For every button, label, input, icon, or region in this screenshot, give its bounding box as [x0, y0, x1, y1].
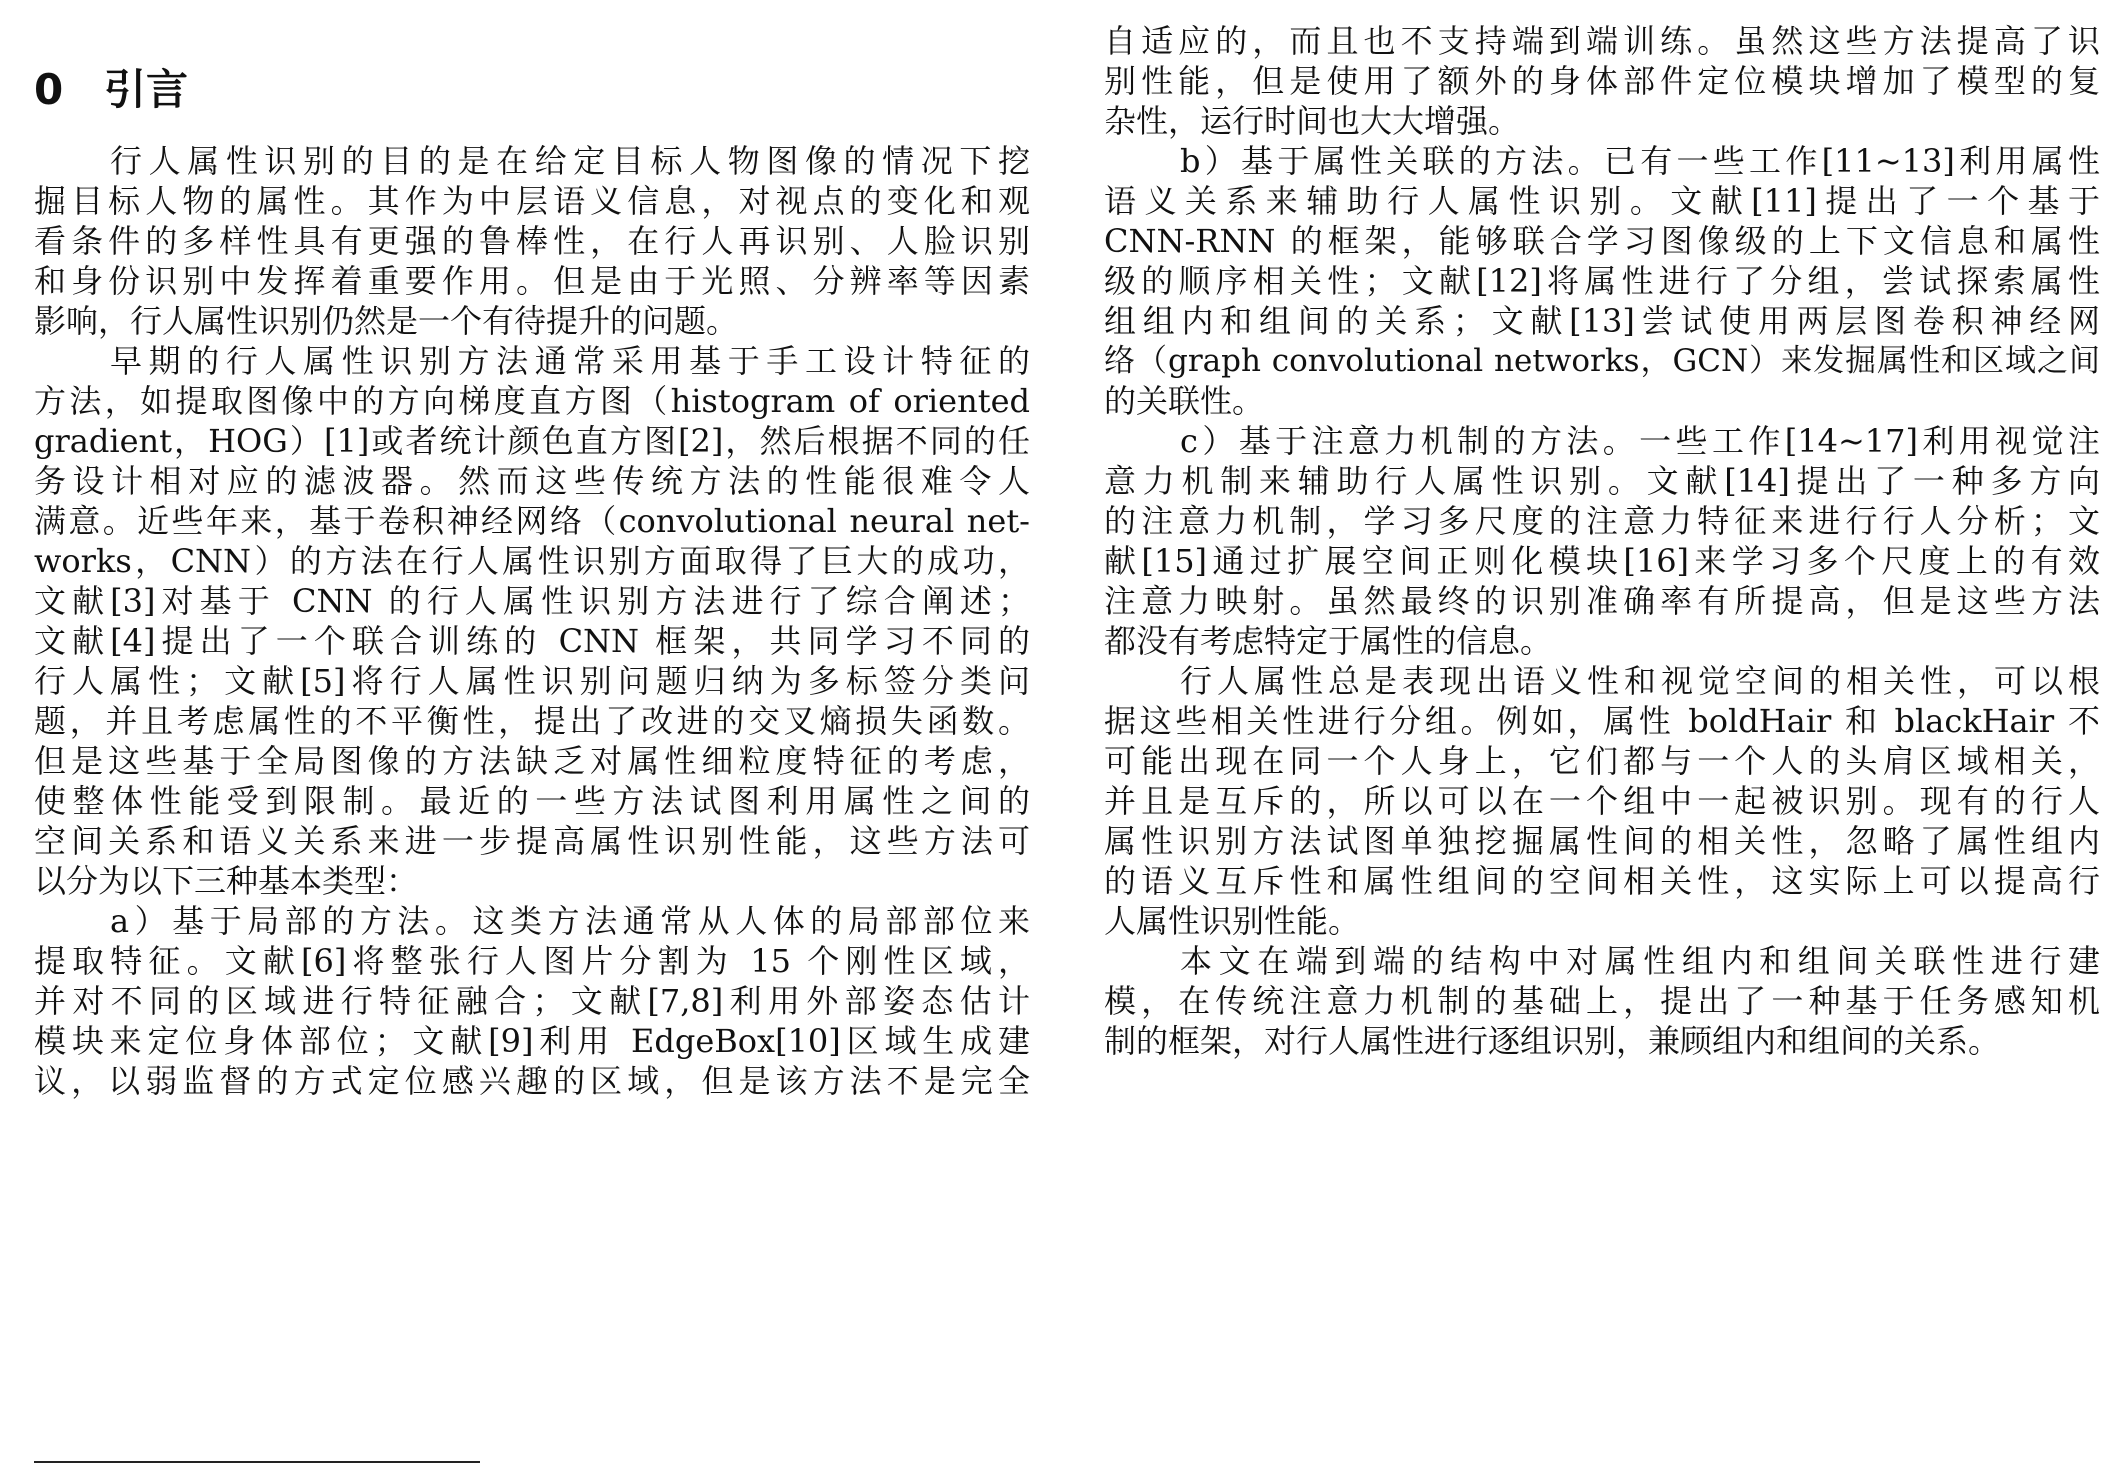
paragraph-line: 的语义互斥性和属性组间的空间相关性，这实际上可以提高行 — [1104, 862, 2100, 900]
paragraph-line: 本文在端到端的结构中对属性组内和组间关联性进行建 — [1180, 942, 2100, 980]
paragraph-line: 使整体性能受到限制。最近的一些方法试图利用属性之间的 — [34, 782, 1030, 820]
paragraph-line: 早期的行人属性识别方法通常采用基于手工设计特征的 — [110, 342, 1030, 380]
paragraph-line: 意力机制来辅助行人属性识别。文献[14]提出了一种多方向 — [1104, 462, 2100, 500]
paragraph-line: 务设计相对应的滤波器。然而这些传统方法的性能很难令人 — [34, 462, 1030, 500]
footnote-rule — [34, 1461, 480, 1463]
paragraph-line: 行人属性；文献[5]将行人属性识别问题归纳为多标签分类问 — [34, 662, 1030, 700]
paragraph-line: 别性能，但是使用了额外的身体部件定位模块增加了模型的复 — [1104, 62, 2100, 100]
paragraph-line: works，CNN）的方法在行人属性识别方面取得了巨大的成功， — [34, 542, 1030, 580]
paragraph-line: 模，在传统注意力机制的基础上，提出了一种基于任务感知机 — [1104, 982, 2100, 1020]
paragraph-line: gradient，HOG）[1]或者统计颜色直方图[2]，然后根据不同的任 — [34, 422, 1030, 460]
paragraph-line: 自适应的，而且也不支持端到端训练。虽然这些方法提高了识 — [1104, 22, 2100, 60]
paragraph-line: 方法，如提取图像中的方向梯度直方图（histogram of oriented — [34, 382, 1030, 420]
paragraph-line: 杂性，运行时间也大大增强。 — [1104, 102, 1521, 140]
paragraph-line: 献[15]通过扩展空间正则化模块[16]来学习多个尺度上的有效 — [1104, 542, 2100, 580]
paragraph-line: 级的顺序相关性；文献[12]将属性进行了分组，尝试探索属性 — [1104, 262, 2100, 300]
paragraph-line: 影响，行人属性识别仍然是一个有待提升的问题。 — [34, 302, 739, 340]
paragraph-line: 可能出现在同一个人身上，它们都与一个人的头肩区域相关， — [1104, 742, 2100, 780]
paragraph-line: 的注意力机制，学习多尺度的注意力特征来进行行人分析；文 — [1104, 502, 2100, 540]
paragraph-line: b）基于属性关联的方法。已有一些工作[11~13]利用属性 — [1180, 142, 2100, 180]
paragraph-line: 行人属性识别的目的是在给定目标人物图像的情况下挖 — [110, 142, 1030, 180]
paragraph-line: 的关联性。 — [1104, 382, 1265, 420]
paragraph-line: 以分为以下三种基本类型： — [34, 862, 419, 900]
paragraph-line: 但是这些基于全局图像的方法缺乏对属性细粒度特征的考虑， — [34, 742, 1030, 780]
paragraph-line: 满意。近些年来，基于卷积神经网络（convolutional neural net- — [34, 502, 1030, 540]
paragraph-line: 并对不同的区域进行特征融合；文献[7,8]利用外部姿态估计 — [34, 982, 1030, 1020]
paragraph-line: a）基于局部的方法。这类方法通常从人体的局部部位来 — [110, 902, 1030, 940]
paragraph-line: 提取特征。文献[6]将整张行人图片分割为 15 个刚性区域， — [34, 942, 1030, 980]
section-title: 引言 — [104, 65, 189, 114]
paragraph-line: CNN-RNN 的框架，能够联合学习图像级的上下文信息和属性 — [1104, 222, 2100, 260]
paragraph-line: 属性识别方法试图单独挖掘属性间的相关性，忽略了属性组内 — [1104, 822, 2100, 860]
paragraph-line: 模块来定位身体部位；文献[9]利用 EdgeBox[10]区域生成建 — [34, 1022, 1030, 1060]
paragraph-line: 掘目标人物的属性。其作为中层语义信息，对视点的变化和观 — [34, 182, 1030, 220]
paragraph-line: 并且是互斥的，所以可以在一个组中一起被识别。现有的行人 — [1104, 782, 2100, 820]
paragraph-line: 据这些相关性进行分组。例如，属性 boldHair 和 blackHair 不 — [1104, 702, 2100, 740]
paragraph-line: 络（graph convolutional networks，GCN）来发掘属性和区域之间 — [1104, 343, 2100, 379]
paragraph-line: 注意力映射。虽然最终的识别准确率有所提高，但是这些方法 — [1104, 582, 2100, 620]
paragraph-line: 题，并且考虑属性的不平衡性，提出了改进的交叉熵损失函数。 — [34, 702, 1030, 740]
paragraph-line: 语义关系来辅助行人属性识别。文献[11]提出了一个基于 — [1104, 182, 2100, 220]
paragraph-line: 制的框架，对行人属性进行逐组识别，兼顾组内和组间的关系。 — [1104, 1022, 2001, 1060]
paragraph-line: 看条件的多样性具有更强的鲁棒性，在行人再识别、人脸识别 — [34, 222, 1030, 260]
paragraph-line: 组组内和组间的关系；文献[13]尝试使用两层图卷积神经网 — [1104, 302, 2100, 340]
section-number: 0 — [34, 65, 64, 114]
paragraph-line: c）基于注意力机制的方法。一些工作[14~17]利用视觉注 — [1180, 422, 2100, 460]
paragraph-line: 和身份识别中发挥着重要作用。但是由于光照、分辨率等因素 — [34, 262, 1030, 300]
paragraph-line: 议，以弱监督的方式定位感兴趣的区域，但是该方法不是完全 — [34, 1062, 1030, 1100]
paragraph-line: 行人属性总是表现出语义性和视觉空间的相关性，可以根 — [1180, 662, 2100, 700]
paragraph-line: 文献[3]对基于 CNN 的行人属性识别方法进行了综合阐述； — [34, 582, 1030, 620]
paragraph-line: 文献[4]提出了一个联合训练的 CNN 框架，共同学习不同的 — [34, 622, 1030, 660]
paragraph-line: 空间关系和语义关系来进一步提高属性识别性能，这些方法可 — [34, 822, 1030, 860]
paragraph-line: 人属性识别性能。 — [1104, 902, 1361, 940]
paragraph-line: 都没有考虑特定于属性的信息。 — [1104, 622, 1553, 660]
section-heading — [34, 62, 188, 118]
